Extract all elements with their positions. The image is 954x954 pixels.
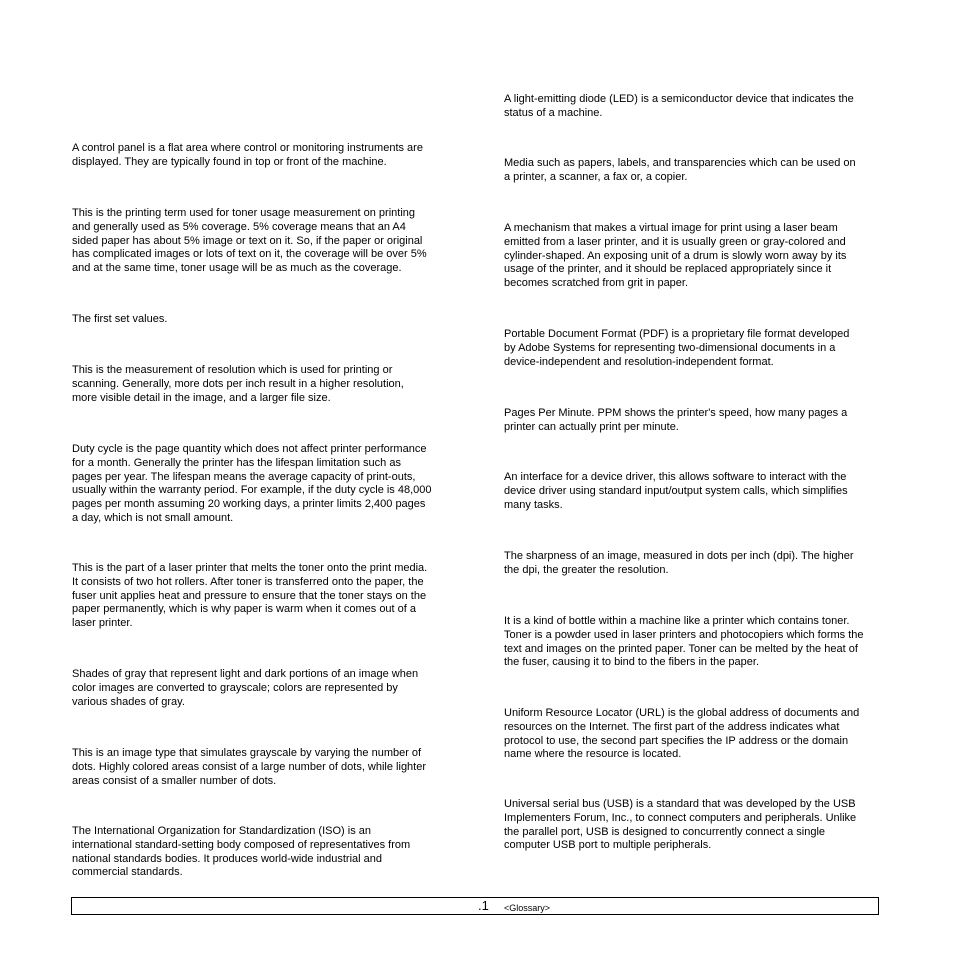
- definition-ppm: [504, 407, 847, 435]
- text-line: Uniform Resource Locator (URL) is the global address of documents and: [504, 707, 860, 719]
- text-line: a day, which is not small amount.: [72, 511, 234, 524]
- text-line: becomes scratched from grit in paper.: [504, 277, 689, 290]
- text-line: many tasks.: [504, 498, 563, 511]
- text-line: laser printer.: [72, 617, 133, 630]
- text-line: the fuser, causing it to bind to the fibers in the paper.: [504, 656, 759, 669]
- text-line: An interface for a device driver, this allows software to interact with the: [504, 471, 847, 483]
- text-line: It is a kind of bottle within a machine like a printer which contains toner.: [504, 615, 850, 627]
- text-line: printer can actually print per minute.: [504, 420, 679, 433]
- definition-toner-cartridge: [504, 615, 864, 670]
- text-line: text and images on the printed paper. Toner can be melted by the heat of: [504, 642, 858, 655]
- section-label: <Glossary>: [504, 903, 551, 913]
- text-line: sided paper has about 5% image or text on it. So, if the paper or original: [72, 234, 423, 247]
- definition-dpi: [72, 364, 404, 405]
- text-line: Implementers Forum, Inc., to connect computers and peripherals. Unlike: [504, 811, 857, 824]
- text-line: computer USB port to multiple peripherals.: [504, 839, 712, 852]
- definition-media: [504, 157, 856, 185]
- text-line: resources on the Internet. The first part of the address indicates what: [504, 720, 840, 733]
- text-line: pages per year. The lifespan means the average capacity of print-outs,: [72, 470, 416, 483]
- text-line: various shades of gray.: [72, 695, 185, 708]
- text-line: name where the resource is located.: [504, 748, 682, 761]
- text-line: the parallel port, USB is designed to concurrently connect a single: [504, 825, 826, 838]
- text-line: dots. Highly colored areas consist of a large number of dots, while lighter: [72, 760, 427, 773]
- text-line: Media such as papers, labels, and transparencies which can be used on: [504, 157, 856, 169]
- text-line: paper permanently, which is why paper is warm when it comes out of a: [72, 603, 417, 616]
- text-line: pages per month assuming 20 working days, a printer limits 2,400 pages: [72, 498, 426, 511]
- text-line: Duty cycle is the page quantity which does not affect printer performance: [72, 443, 427, 455]
- definition-url: [504, 707, 859, 762]
- text-line: scanning. Generally, more dots per inch result in a higher resolution,: [72, 377, 404, 390]
- text-line: This is the part of a laser printer that melts the toner onto the print media.: [72, 562, 428, 574]
- definition-opc-drum: [504, 222, 846, 291]
- definition-control-panel: [72, 142, 423, 170]
- text-line: commercial standards.: [72, 866, 183, 879]
- text-line: emitted from a laser printer, and it is usually green or gray-colored and: [504, 235, 846, 248]
- definition-halftone: [72, 747, 426, 788]
- text-line: more visible detail in the image, and a larger file size.: [72, 391, 331, 404]
- definition-led: [504, 93, 854, 121]
- definition-grayscale: [72, 668, 418, 709]
- text-line: cylinder-shaped. An exposing unit of a drum is slowly worn away by its: [504, 249, 847, 262]
- text-line: by Adobe Systems for representing two-dimensional documents in a: [504, 341, 836, 354]
- text-line: It consists of two hot rollers. After toner is transferred onto the paper, the: [72, 575, 424, 588]
- text-line: This is an image type that simulates grayscale by varying the number of: [72, 747, 422, 759]
- text-line: fuser unit applies heat and pressure to ensure that the toner stays on the: [72, 589, 427, 602]
- text-line: and generally used as 5% coverage. 5% coverage means that an A4: [72, 220, 406, 233]
- text-line: usage of the printer, and it should be replaced appropriately since it: [504, 263, 832, 276]
- text-line: Pages Per Minute. PPM shows the printer's speed, how many pages a: [504, 407, 848, 419]
- text-line: a printer, a scanner, a fax or, a copier.: [504, 170, 688, 183]
- definition-resolution: [504, 550, 854, 578]
- definition-pdf: [504, 328, 849, 369]
- page-footer-box: [71, 897, 879, 915]
- text-line: status of a machine.: [504, 106, 603, 119]
- text-line: A light-emitting diode (LED) is a semiconductor device that indicates the: [504, 93, 854, 105]
- text-line: the dpi, the greater the resolution.: [504, 563, 669, 576]
- definition-duty-cycle: [72, 443, 432, 526]
- definition-default: [72, 313, 167, 327]
- text-line: and at the same time, toner usage will be as much as the coverage.: [72, 262, 402, 275]
- text-line: Shades of gray that represent light and dark portions of an image when: [72, 668, 419, 680]
- text-line: A control panel is a flat area where control or monitoring instruments are: [72, 142, 423, 154]
- text-line: device-independent and resolution-independent format.: [504, 355, 774, 368]
- text-line: The first set values.: [72, 313, 168, 325]
- definition-coverage: [72, 207, 427, 276]
- text-line: color images are converted to grayscale; colors are represented by: [72, 681, 398, 694]
- text-line: Universal serial bus (USB) is a standard that was developed by the USB: [504, 798, 856, 810]
- text-line: protocol to use, the second part specifies the IP address or the domain: [504, 734, 849, 747]
- text-line: national standards bodies. It produces world-wide industrial and: [72, 852, 383, 865]
- text-line: This is the measurement of resolution which is used for printing or: [72, 364, 393, 376]
- definition-iso: [72, 825, 410, 880]
- text-line: has complicated images or lots of text on it, the coverage will be over 5%: [72, 248, 427, 261]
- definition-fuser-unit: [72, 562, 427, 631]
- page-number: .1: [478, 898, 489, 913]
- text-line: The International Organization for Standardization (ISO) is an: [72, 825, 371, 837]
- text-line: Portable Document Format (PDF) is a proprietary file format developed: [504, 328, 850, 340]
- text-line: device driver using standard input/output system calls, which simplifies: [504, 484, 848, 497]
- definition-printer-driver-interface: [504, 471, 848, 512]
- text-line: This is the printing term used for toner usage measurement on printing: [72, 207, 416, 219]
- text-line: for a month. Generally the printer has the lifespan limitation such as: [72, 456, 401, 469]
- text-line: usually within the warranty period. For example, if the duty cycle is 48,000: [72, 484, 432, 497]
- text-line: A mechanism that makes a virtual image for print using a laser beam: [504, 222, 838, 234]
- definition-usb: [504, 798, 856, 853]
- text-line: international standard-setting body composed of representatives from: [72, 838, 411, 851]
- text-line: The sharpness of an image, measured in dots per inch (dpi). The higher: [504, 550, 854, 562]
- text-line: displayed. They are typically found in top or front of the machine.: [72, 155, 387, 168]
- text-line: areas consist of a smaller number of dots.: [72, 774, 277, 787]
- text-line: Toner is a powder used in laser printers and photocopiers which forms the: [504, 628, 864, 641]
